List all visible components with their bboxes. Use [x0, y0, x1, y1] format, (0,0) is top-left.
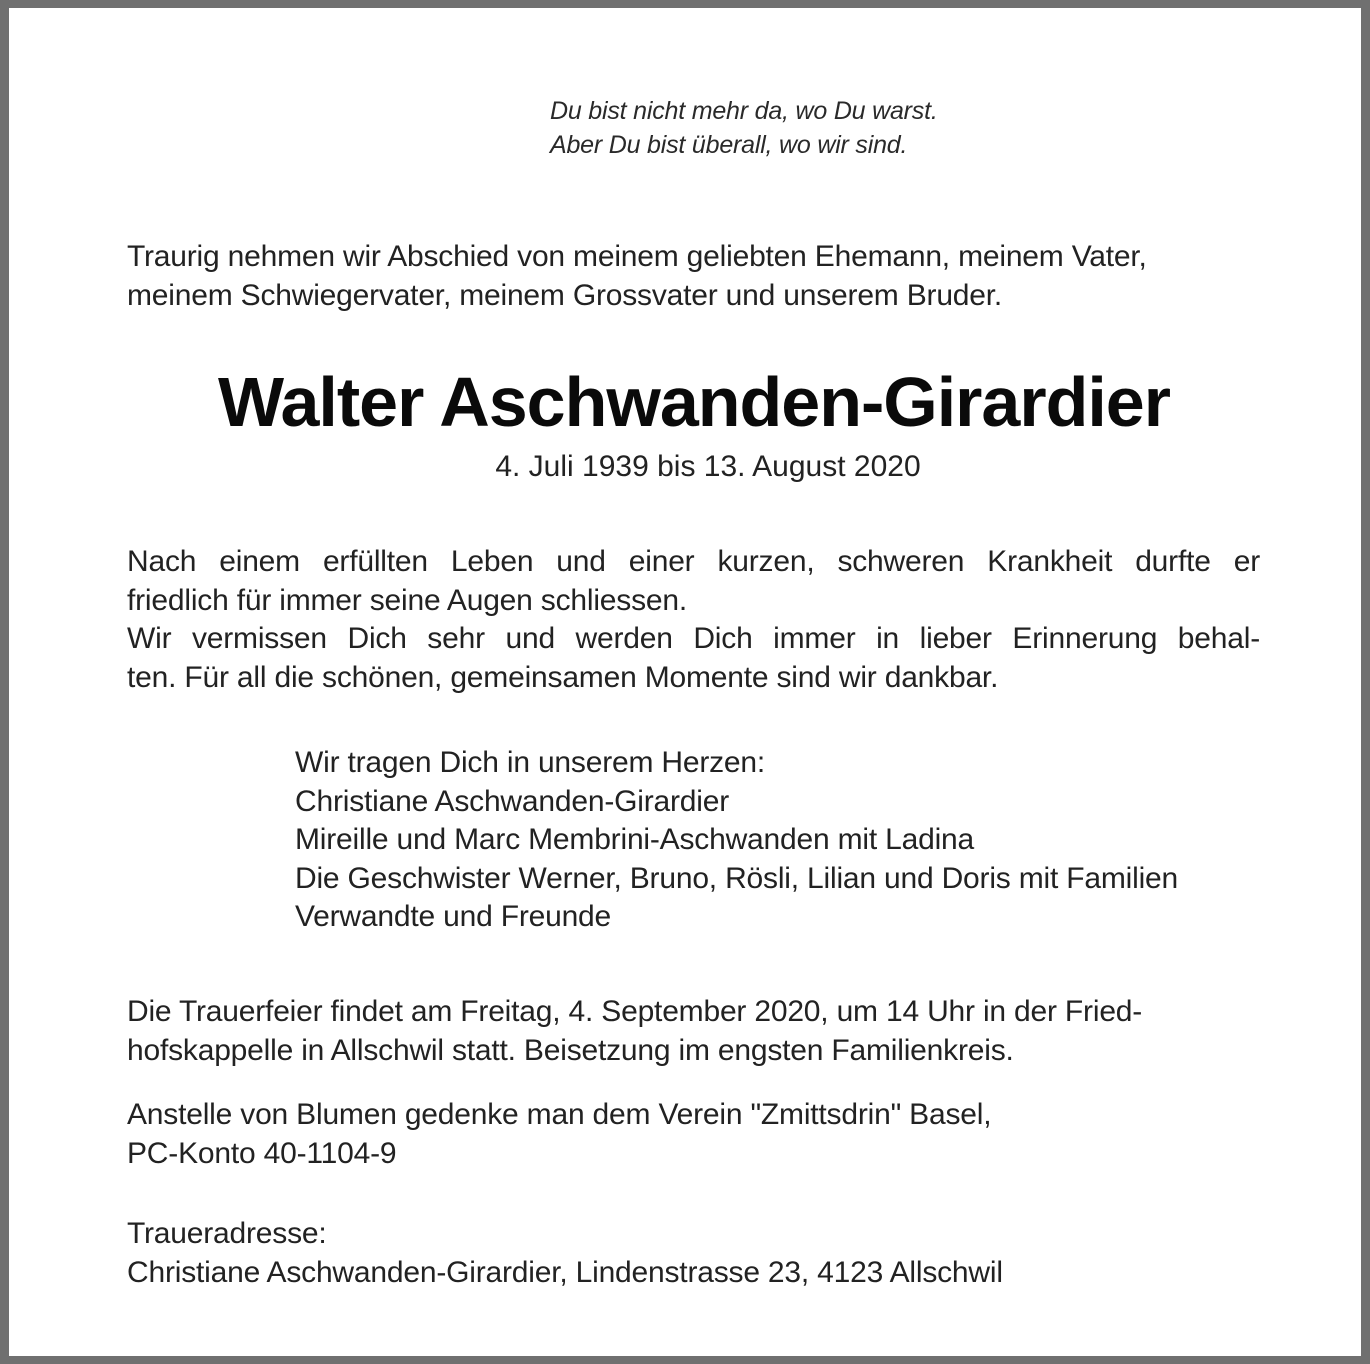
mourner-entry: Die Geschwister Werner, Bruno, Rösli, Lilian und Doris mit Familien	[295, 861, 1179, 895]
message-line: ten. Für all die schönen, gemeinsamen Momente sind wir dankbar.	[127, 660, 999, 694]
intro-line: meinem Schwiegervater, meinem Grossvater und unserem Bruder.	[127, 278, 1003, 312]
address-value: Christiane Aschwanden-Girardier, Lindenstrasse 23, 4123 Allschwil	[127, 1255, 1003, 1289]
intro-line: Traurig nehmen wir Abschied von meinem geliebten Ehemann, meinem Vater,	[127, 240, 1147, 273]
life-dates: 4. Juli 1939 bis 13. August 2020	[495, 450, 921, 483]
intro-paragraph	[127, 238, 1260, 315]
service-line: hofskappelle in Allschwil statt. Beisetzung im engsten Familienkreis.	[127, 1033, 1014, 1067]
message-line: Wir vermissen Dich sehr und werden Dich immer in lieber Erinnerung behal-	[127, 622, 1260, 655]
donation-account: PC-Konto 40-1104-9	[127, 1136, 397, 1170]
message-line: friedlich für immer seine Augen schliessen.	[127, 583, 687, 617]
motto-quote	[550, 94, 938, 162]
mourner-entry: Mireille und Marc Membrini-Aschwanden mit Ladina	[295, 823, 975, 856]
service-paragraph	[127, 993, 1260, 1070]
service-line: Die Trauerfeier findet am Freitag, 4. September 2020, um 14 Uhr in der Fried-	[127, 995, 1143, 1028]
motto-line: Du bist nicht mehr da, wo Du warst.	[550, 97, 938, 125]
mourner-entry: Verwandte und Freunde	[295, 900, 612, 933]
mourner-entry: Christiane Aschwanden-Girardier	[295, 784, 730, 818]
donation-line: Anstelle von Blumen gedenke man dem Verein "Zmittsdrin" Basel,	[127, 1098, 992, 1131]
message-line: Nach einem erfüllten Leben und einer kurzen, schweren Krankheit durfte er	[127, 545, 1260, 578]
donation-paragraph	[127, 1096, 1260, 1173]
mourners-heading: Wir tragen Dich in unserem Herzen:	[295, 746, 766, 779]
address-block	[127, 1215, 1260, 1292]
message-paragraph	[127, 543, 1260, 697]
deceased-name: Walter Aschwanden-Girardier	[218, 363, 1170, 441]
motto-line: Aber Du bist überall, wo wir sind.	[550, 131, 908, 159]
mourners-list	[295, 744, 1178, 937]
address-label: Traueradresse:	[127, 1217, 327, 1250]
